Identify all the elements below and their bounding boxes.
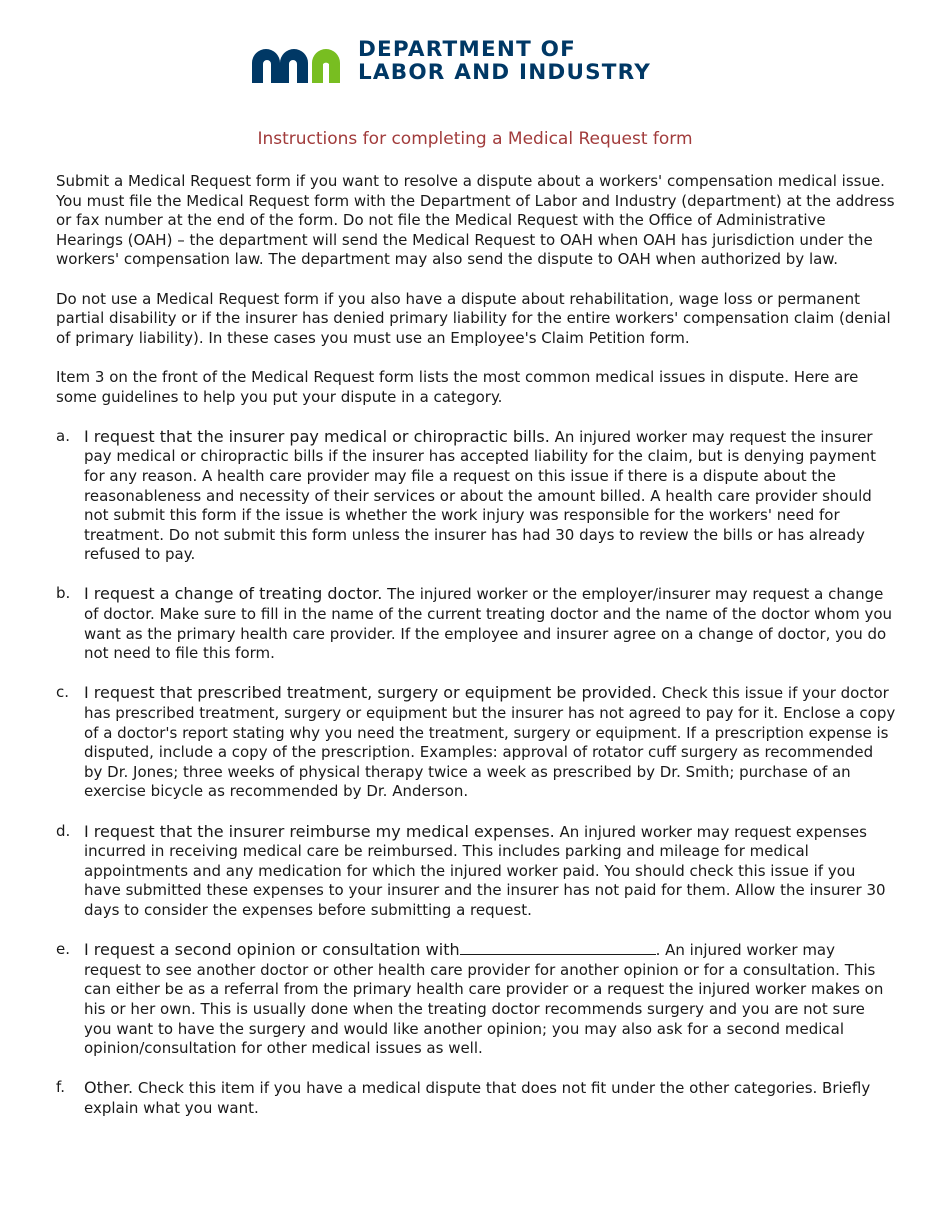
intro-paragraph-3: Item 3 on the front of the Medical Request form lists the most common medical issues in dispute. Here are some guidelines to help you put your dispute in a category. (56, 367, 859, 406)
issue-description: The injured worker or the employer/insurer may request a change of doctor. Make sure to fill in the name of the current treating doctor and the name of the doctor whom you want as the primary health care provider. If the employee and insurer agree on a change of doctor, you do not need to file this form. (84, 585, 893, 663)
issue-heading: I request that the insurer pay medical or chiropractic bills. (84, 426, 550, 446)
instructions-body (56, 172, 896, 1138)
issue-list (56, 427, 896, 1119)
issue-item-b (56, 584, 896, 663)
department-name-line1: DEPARTMENT OF (358, 37, 577, 62)
logo-m-shape (252, 49, 308, 83)
department-name-line2: LABOR AND INDUSTRY (358, 60, 652, 85)
issue-description: Check this issue if your doctor has prescribed treatment, surgery or equipment but the insurer has not agreed to pay for it. Enclose a copy of a doctor's report stating why you need the treatment, surgery or equipment. If a prescription expense is disputed, include a copy of the prescription. Examples: approval of rotator cuff surgery as recommended by Dr. Jones; three weeks of physical therapy twice a week as prescribed by Dr. Smith; purchase of an exercise bicycle as recommended by Dr. Anderson. (84, 684, 896, 801)
issue-description: Check this item if you have a medical dispute that does not fit under the other categories. Briefly explain what you want. (84, 1079, 871, 1117)
issue-letter: e. (56, 940, 70, 959)
issue-description: An injured worker may request the insurer pay medical or chiropractic bills if the insurer has accepted liability for the claim, but is denying payment for any reason. A health care provider may file a request on this issue if there is a dispute about the reasonableness and necessity of their services or about the amount billed. A health care provider should not submit this form if the issue is whether the work injury was responsible for the workers' need for treatment. Do not submit this form unless the insurer has had 30 days to review the bills or has already refused to pay. (84, 427, 876, 564)
issue-letter: c. (56, 683, 70, 702)
issue-heading: I request that the insurer reimburse my medical expenses. (84, 821, 555, 841)
issue-heading: I request a second opinion or consultation with (84, 940, 460, 960)
issue-letter: b. (56, 584, 71, 603)
mn-logo-icon (246, 39, 344, 83)
page-title: Instructions for completing a Medical Request form (257, 129, 693, 149)
issue-letter: d. (56, 821, 71, 840)
issue-heading: Other. (84, 1078, 134, 1098)
issue-item-e (56, 940, 896, 1059)
issue-item-a (56, 427, 896, 565)
issue-heading: I request that prescribed treatment, surgery or equipment be provided. (84, 683, 657, 703)
issue-description: . An injured worker may request to see another doctor or other health care provider for another opinion or for a consultation. This can either be as a referral from the primary health care provider or a request the injured worker makes on his or her own. This is usually done when the treating doctor recommends surgery and you are not sure you want to have the surgery and would like another opinion; you may also ask for a second medical opinion/consultation for other medical issues as well. (84, 941, 884, 1058)
logo-n-shape (312, 49, 340, 83)
issue-letter: a. (56, 426, 70, 445)
issue-item-d (56, 822, 896, 921)
department-name (358, 38, 651, 84)
issue-item-c (56, 683, 896, 802)
intro-paragraph-1: Submit a Medical Request form if you want to resolve a dispute about a workers' compensation medical issue. You must file the Medical Request form with the Department of Labor and Industry (department) at the address or fax number at the end of the form. Do not file the Medical Request with the Office of Administrative Hearings (OAH) – the department will send the Medical Request to OAH when OAH has jurisdiction under the workers' compensation law. The department may also send the dispute to OAH when authorized by law. (56, 172, 895, 269)
department-logo (246, 38, 651, 84)
issue-description: An injured worker may request expenses incurred in receiving medical care be reimbursed. This includes parking and mileage for medical appointments and any medication for which the injured worker paid. You should check this issue if you have submitted these expenses to your insurer and the insurer has not paid for them. Allow the insurer 30 days to consider the expenses before submitting a request. (84, 822, 886, 919)
issue-letter: f. (56, 1078, 65, 1097)
intro-paragraph-2: Do not use a Medical Request form if you also have a dispute about rehabilitation, wage loss or permanent partial disability or if the insurer has denied primary liability for the entire workers' compensation claim (denial of primary liability). In these cases you must use an Employee's Claim Petition form. (56, 289, 891, 347)
consultation-blank-line (460, 940, 656, 955)
issue-heading: I request a change of treating doctor. (84, 584, 383, 604)
issue-item-f (56, 1078, 896, 1118)
